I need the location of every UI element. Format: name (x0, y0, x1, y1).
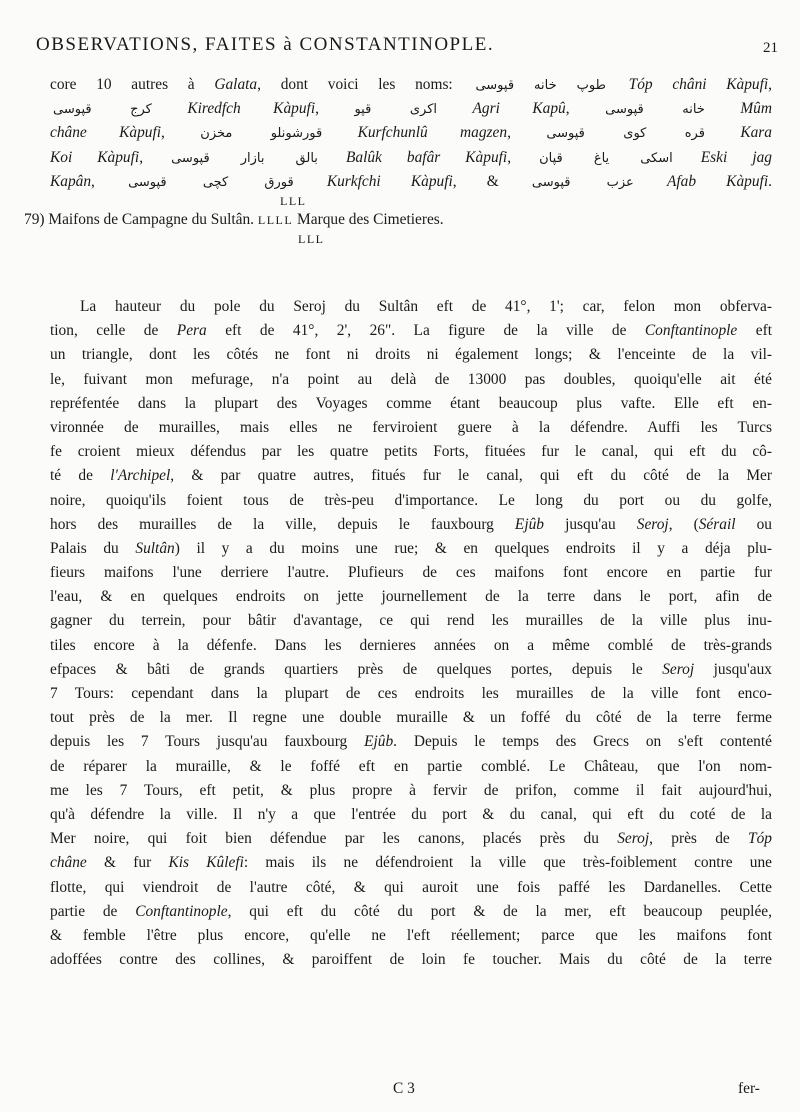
arabic-gate-name: طوپ خانه قپوسی (475, 78, 606, 93)
gate-name: Kapân (50, 172, 92, 190)
gate-name: Kiredfch Kàpufi (187, 100, 316, 118)
signature-mark: C 3 (393, 1080, 415, 1097)
gate-name: châne Kàpufi (50, 124, 162, 142)
gate-line-1: core 10 autres à Galata, dont voici les noms: طوپ خانه قپوسی Tóp châni Kàpufi, (50, 76, 772, 93)
page-number: 21 (763, 40, 778, 56)
legend-mark-lll-2: LLL (298, 232, 325, 247)
gate-line-4: Koi Kàpufi, قپوسی بازار بالق Balûk bafâr Kàpufi, قپان ياغ اسكی Eski jag (50, 148, 772, 166)
gate-line-5: Kapân, قپوسی كچی قورق Kurkfchi Kàpufi, & قپوسی عزب Afab Kàpufi. (50, 172, 772, 190)
running-title: OBSERVATIONS, FAITES à CONSTANTINOPLE. (36, 34, 495, 55)
note-number: 79) (24, 210, 45, 228)
legend-mark-lll-1: LLL (280, 193, 307, 208)
gate-name: Koi Kàpufi (50, 148, 140, 166)
gate-line-2: قپوسی كرج Kiredfch Kàpufi, قپو اكرى Agri Kapû, قپوسی خانه Mûm (53, 100, 772, 118)
gate-name: Tóp châni Kàpufi (628, 76, 769, 93)
main-paragraph: La hauteur du pole du Seroj du Sultân eft de 41°, 1'; car, felon mon obferva- tion, celle de Pera eft de 41°, 2', 26". La figure de la ville de Conftantinople eft un triangle, dont les côtés ne font ni droits ni également longs; & l'enceinte de la vil- le, fuivant mon mefurage, n'a point au delà de 13000 pas doubles, quoiqu'elle ait été repréfentée dans la plupart des Voyages comme étant beaucoup plus vafte. Elle eft en- vironnée de murailles, mais elles ne ferviroient guere à la défendre. Auffi les Turcs fe croient mieux défendus par les quatre petits Forts, fituées fur le canal, qui eft du cô- té de l'Archipel, & par quatre autres, fitués fur le canal, qui eft du côté de la Mer noire, quoiqu'ils foient tous de très-peu d'importance. Le long du port ou du golfe, hors des murailles de la ville, depuis le fauxbourg Ejûb jusqu'au Seroj, (Sérail ou Palais du Sultân) il y a du moins une rue; & en quelques endroits il y a déja plu- fieurs maifons l'une derriere l'autre. Plufieurs de ces maifons font encore en partie fur l'eau, & en quelques endroits on jette journellement de la terre dans le port, afin de gagner du terrein, pour bâtir d'avantage, ce qui rend les murailles de la ville plus inu- tiles encore à la défenfe. Dans les dernieres années on a même comblé de très-grands efpaces & bâti de grands quartiers près de quelques portes, depuis le Seroj jusqu'aux 7 Tours: cependant dans la plupart de ces endroits les murailles de la ville font enco- tout près de la mer. Il regne une double muraille & un foffé du côté de la terre ferme depuis les 7 Tours jusqu'au fauxbourg Ejûb. Depuis le temps des Grecs on s'eft contenté de réparer la muraille, & le foffé eft en partie comblé. Le Château, que l'on nom- me les 7 Tours, eft petit, & plus propre à fervir de prifon, comme il fait aujourd'hui, qu'à défendre la ville. Il n'y a que l'entrée du port & du canal, qui eft du coté de la Mer noire, qui foit bien défendue par les canons, placés près du Seroj, près de Tóp châne & fur Kis Kûlefi: mais ils ne défendroient la ville que très-foiblement contre une flotte, qui viendroit de l'autre côté, & qui auroit une fois paffé les Dardanelles. Cette partie de Conftantinople, qui eft du côté du port & de la mer, eft beaucoup peuplée, & femble l'être plus encore, qu'elle ne l'eft réellement; parce que les maifons font adoffées contre des collines, & paroiffent de loin fe toucher. Mais du côté de la terre (50, 298, 772, 969)
gate-name: Mûm (740, 100, 772, 118)
gate-name: Afab Kàpufi (666, 172, 769, 190)
running-header (0, 34, 800, 64)
gate-name: Kurfchunlû magzen (357, 124, 508, 142)
gate-name: Eski jag (700, 148, 772, 166)
gate-line-3: châne Kàpufi, مخزن قورشونلو Kurfchunlû magzen, قپوسی كوى قره Kara (50, 124, 772, 142)
gate-name: Agri Kapû (472, 100, 566, 118)
page-footer (0, 1080, 800, 1104)
gate-name: Balûk bafâr Kàpufi (345, 148, 508, 166)
gate-name: Kara (740, 124, 772, 142)
catchword: fer- (738, 1080, 760, 1097)
gate-name: Kurkfchi Kàpufi (326, 172, 453, 190)
legend-line-79: 79) Maifons de Campagne du Sultân. LLLL Marque des Cimetieres. (24, 210, 444, 228)
gate-list (24, 73, 772, 247)
